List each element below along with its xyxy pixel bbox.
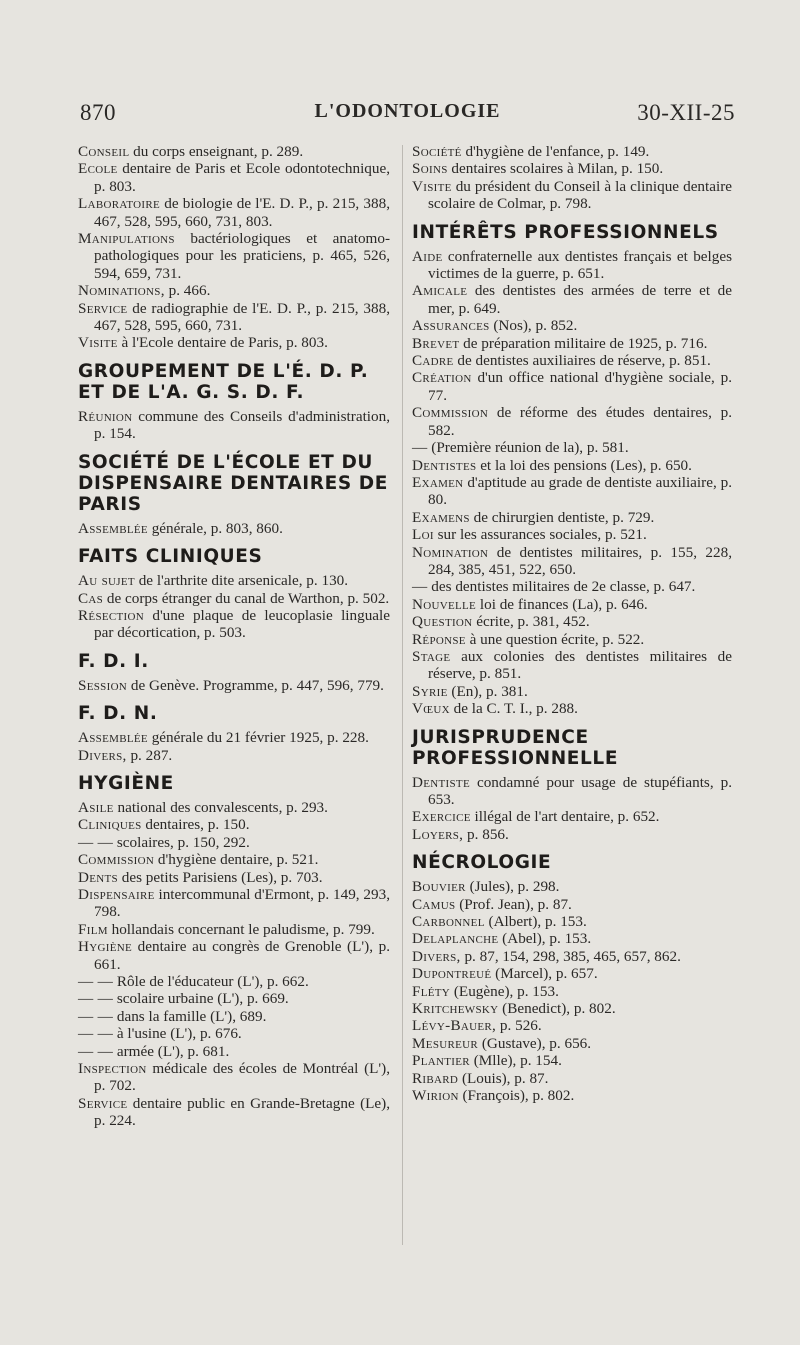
index-entry — [412, 878, 732, 895]
section-heading: SOCIÉTÉ DE L'ÉCOLE ET DU DISPENSAIRE DENTAIRES DE PARIS — [78, 451, 388, 515]
entry-text: à une question écrite, p. 522. — [469, 630, 645, 648]
entry-text: d'une plaque de leucoplasie linguale par décortication, p. 503. — [94, 606, 391, 642]
entry-text: illégal de l'art dentaire, p. 652. — [474, 808, 660, 826]
entry-text: (Mlle), p. 154. — [473, 1052, 562, 1070]
entry-text: d'hygiène dentaire, p. 521. — [157, 851, 319, 869]
entry-keyword: Laboratoire — [78, 195, 161, 213]
entry-keyword: Session — [78, 676, 128, 694]
entry-keyword: Réunion — [78, 407, 133, 425]
entry-keyword: Ecole — [78, 160, 118, 178]
index-entry — [412, 404, 732, 439]
entry-text: (Abel), p. 153. — [502, 930, 592, 948]
entry-text: (Albert), p. 153. — [488, 913, 587, 931]
index-entry — [78, 747, 390, 764]
index-entry — [412, 178, 732, 213]
index-entry — [78, 607, 390, 642]
index-entry — [78, 143, 390, 160]
section-heading: GROUPEMENT DE L'É. D. P. ET DE L'A. G. S. D. F. — [78, 360, 369, 403]
entry-text: écrite, p. 381, 452. — [476, 613, 590, 631]
index-entry — [412, 1000, 732, 1017]
index-entry — [78, 869, 390, 886]
page-number: 870 — [80, 100, 116, 125]
section-heading: INTÉRÊTS PROFESSIONNELS — [412, 221, 719, 243]
entry-text: dentaires scolaires à Milan, p. 150. — [451, 160, 664, 178]
index-entry — [412, 930, 732, 947]
entry-text: bactériologiques et anatomo-pathologiques pour les praticiens, p. 465, 526, 594, 659, 731. — [94, 230, 390, 282]
entry-text: intercommunal d'Ermont, p. 149, 293, 798. — [94, 885, 391, 921]
section-heading: F. D. I. — [78, 650, 149, 672]
entry-keyword: Cliniques — [78, 816, 142, 834]
entry-keyword: — — [412, 439, 428, 457]
entry-text: à l'Ecole dentaire de Paris, p. 803. — [121, 334, 328, 352]
index-entry — [412, 335, 732, 352]
index-entry — [78, 886, 390, 921]
index-entry — [412, 439, 732, 456]
index-entry — [78, 1025, 390, 1042]
entry-text: (Première réunion de la), p. 581. — [431, 439, 629, 457]
entry-keyword: Loi — [412, 526, 434, 544]
index-entry — [78, 990, 390, 1007]
entry-text: de la C. T. I., p. 288. — [453, 700, 578, 718]
entry-keyword: Création — [412, 369, 472, 387]
index-entry — [412, 965, 732, 982]
index-entry — [412, 317, 732, 334]
entry-text: de Genève. Programme, p. 447, 596, 779. — [130, 676, 384, 694]
entry-text: de l'arthrite dite arsenicale, p. 130. — [138, 572, 349, 590]
section-heading: F. D. N. — [78, 703, 158, 725]
index-entry — [412, 474, 732, 509]
entry-keyword: Résection — [78, 606, 144, 624]
index-entry — [78, 590, 390, 607]
index-entry — [412, 248, 732, 283]
entry-text: (Eugène), p. 153. — [453, 982, 559, 1000]
entry-keyword: — — — [78, 1025, 114, 1043]
entry-text: aux colonies des dentistes militaires de réserve, p. 851. — [428, 647, 733, 683]
entry-keyword: Service — [78, 1094, 128, 1112]
entry-text: (Gustave), p. 656. — [481, 1034, 592, 1052]
entry-keyword: Société — [412, 143, 462, 160]
entry-text: (En), p. 381. — [451, 682, 528, 700]
entry-text: scolaires, p. 150, 292. — [116, 833, 250, 851]
entry-text: de dentistes auxiliaires de réserve, p. 851. — [457, 352, 711, 370]
index-entry — [412, 282, 732, 317]
index-entry — [412, 509, 732, 526]
entry-text: générale, p. 803, 860. — [151, 519, 283, 537]
index-entry — [412, 457, 732, 474]
right-column — [412, 143, 732, 1105]
entry-text: dentaire de Paris et Ecole odontotechnique, p. 803. — [94, 160, 391, 195]
entry-keyword: Dispensaire — [78, 885, 155, 903]
entry-keyword: Cas — [78, 589, 104, 607]
index-entry — [78, 572, 390, 589]
column-divider — [402, 145, 403, 1245]
index-entry — [412, 631, 732, 648]
entry-keyword: Commission — [78, 851, 155, 869]
entry-keyword: Asile — [78, 798, 114, 816]
index-entry — [412, 683, 732, 700]
entry-keyword: Conseil — [78, 143, 130, 160]
entry-keyword: Visite — [78, 334, 118, 352]
index-entry — [78, 1095, 390, 1130]
index-entry — [412, 613, 732, 630]
entry-keyword: Carbonnel — [412, 913, 485, 931]
index-entry — [78, 834, 390, 851]
index-entry — [78, 1008, 390, 1025]
index-entry — [412, 369, 732, 404]
index-entry — [412, 578, 732, 595]
entry-text: (Louis), p. 87. — [461, 1069, 549, 1087]
entry-text: et la loi des pensions (Les), p. 650. — [480, 456, 692, 474]
entry-text: médicale des écoles de Montréal (L'), p. 702. — [94, 1060, 390, 1095]
entry-text: confraternelle aux dentistes français et belges victimes de la guerre, p. 651. — [428, 247, 733, 283]
entry-text: des dentistes militaires de 2e classe, p. 647. — [431, 578, 696, 596]
entry-keyword: — — [412, 578, 428, 596]
issue-date: 30-XII-25 — [637, 100, 735, 125]
entry-text: de dentistes militaires, p. 155, 228, 284, 385, 451, 522, 650. — [428, 543, 732, 578]
index-entry — [412, 143, 732, 160]
entry-keyword: Vœux — [412, 700, 450, 718]
section-heading: NÉCROLOGIE — [412, 852, 552, 874]
entry-text: d'aptitude au grade de dentiste auxiliaire, p. 80. — [428, 473, 733, 509]
entry-keyword: Au sujet — [78, 572, 135, 590]
index-entry — [78, 799, 390, 816]
index-entry — [78, 921, 390, 938]
entry-keyword: Film — [78, 920, 108, 938]
entry-keyword: Nouvelle — [412, 595, 477, 613]
journal-title: L'ODONTOLOGIE — [314, 100, 501, 122]
entry-keyword: Réponse — [412, 630, 466, 648]
entry-keyword: Soins — [412, 160, 448, 178]
entry-text: d'un office national d'hygiène sociale, p. 77. — [428, 369, 732, 404]
entry-text: (Prof. Jean), p. 87. — [459, 895, 572, 913]
index-entry — [412, 983, 732, 1000]
entry-text: des petits Parisiens (Les), p. 703. — [121, 868, 323, 886]
index-entry — [78, 160, 390, 195]
entry-text: d'hygiène de l'enfance, p. 149. — [465, 143, 650, 160]
index-entry — [78, 230, 390, 282]
entry-keyword: Lévy-Bauer, — [412, 1017, 497, 1035]
entry-keyword: Stage — [412, 647, 451, 665]
entry-keyword: Assurances — [412, 317, 490, 335]
entry-text: (Marcel), p. 657. — [495, 965, 598, 983]
index-entry — [412, 1087, 732, 1104]
entry-keyword: Assemblée — [78, 519, 148, 537]
entry-keyword: Dentiste — [412, 773, 470, 791]
entry-text: des dentistes des armées de terre et de mer, p. 649. — [428, 282, 733, 317]
entry-keyword: Inspection — [78, 1060, 147, 1078]
entry-keyword: Bouvier — [412, 878, 466, 896]
left-column — [78, 143, 390, 1130]
entry-keyword: Dentistes — [412, 456, 477, 474]
entry-keyword: Delaplanche — [412, 930, 499, 948]
entry-keyword: Examens — [412, 508, 470, 526]
index-entry — [78, 1043, 390, 1060]
index-entry — [412, 1070, 732, 1087]
entry-keyword: Syrie — [412, 682, 448, 700]
index-entry — [78, 195, 390, 230]
running-header — [80, 100, 735, 136]
entry-text: de chirurgien dentiste, p. 729. — [473, 508, 655, 526]
index-entry — [78, 729, 390, 746]
entry-text: loi de finances (La), p. 646. — [479, 595, 648, 613]
entry-text: (Jules), p. 298. — [469, 878, 560, 896]
entry-keyword: Fléty — [412, 982, 451, 1000]
entry-text: dentaires, p. 150. — [145, 816, 250, 834]
entry-text: du corps enseignant, p. 289. — [133, 143, 304, 160]
entry-text: p. 287. — [130, 746, 173, 764]
entry-keyword: Loyers, — [412, 825, 464, 843]
entry-keyword: Kritchewsky — [412, 1000, 499, 1018]
section-heading: JURISPRUDENCE PROFESSIONNELLE — [412, 726, 619, 769]
entry-keyword: Manipulations — [78, 230, 175, 248]
entry-keyword: Exercice — [412, 808, 471, 826]
entry-text: commune des Conseils d'administration, p. 154. — [94, 407, 390, 443]
entry-keyword: Amicale — [412, 282, 468, 300]
index-entry — [78, 973, 390, 990]
index-entry — [412, 896, 732, 913]
entry-keyword: Visite — [412, 177, 452, 195]
section-heading: HYGIÈNE — [78, 772, 174, 794]
entry-keyword: Hygiène — [78, 938, 133, 956]
entry-keyword: Cadre — [412, 352, 454, 370]
index-entry — [412, 1017, 732, 1034]
entry-text: de biologie de l'E. D. P., p. 215, 388, 467, 528, 595, 660, 731, 803. — [94, 195, 390, 230]
entry-keyword: Examen — [412, 473, 464, 491]
entry-keyword: — — — [78, 1007, 114, 1025]
entry-text: (Nos), p. 852. — [493, 317, 578, 335]
entry-text: national des convalescents, p. 293. — [117, 798, 328, 816]
entry-keyword: Mesureur — [412, 1034, 479, 1052]
section-heading: FAITS CLINIQUES — [78, 546, 263, 568]
index-entry — [412, 1052, 732, 1069]
entry-keyword: — — — [78, 973, 114, 990]
entry-text: p. 87, 154, 298, 385, 465, 657, 862. — [464, 947, 681, 965]
entry-keyword: Dents — [78, 868, 118, 886]
entry-text: (François), p. 802. — [462, 1087, 575, 1105]
entry-text: armée (L'), p. 681. — [116, 1042, 230, 1060]
entry-keyword: — — — [78, 1042, 114, 1060]
index-entry — [412, 596, 732, 613]
entry-keyword: — — — [78, 833, 114, 851]
entry-keyword: Divers, — [78, 746, 127, 764]
index-entry — [78, 851, 390, 868]
entry-keyword: Camus — [412, 895, 456, 913]
index-entry — [78, 282, 390, 299]
index-entry — [412, 808, 732, 825]
entry-keyword: Wirion — [412, 1087, 459, 1105]
entry-keyword: Nomination — [412, 543, 489, 561]
entry-keyword: Service — [78, 299, 128, 317]
entry-keyword: Ribard — [412, 1069, 459, 1087]
index-entry — [412, 1035, 732, 1052]
entry-text: p. 526. — [499, 1017, 542, 1035]
entry-keyword: Brevet — [412, 334, 460, 352]
entry-keyword: — — — [78, 990, 114, 1008]
entry-text: (Benedict), p. 802. — [502, 1000, 616, 1018]
entry-text: condamné pour usage de stupéfiants, p. 653. — [428, 773, 733, 808]
index-entry — [78, 300, 390, 335]
entry-text: hollandais concernant le paludisme, p. 799. — [111, 920, 375, 938]
entry-keyword: Commission — [412, 404, 489, 422]
entry-text: scolaire urbaine (L'), p. 669. — [116, 990, 289, 1008]
entry-keyword: Divers, — [412, 947, 461, 965]
index-entry — [412, 544, 732, 579]
entry-text: à l'usine (L'), p. 676. — [116, 1025, 242, 1043]
entry-text: p. 466. — [168, 282, 211, 300]
entry-keyword: Question — [412, 613, 473, 631]
index-entry — [78, 938, 390, 973]
entry-keyword: Nominations, — [78, 282, 165, 300]
index-entry — [412, 774, 732, 809]
entry-text: dans la famille (L'), 689. — [116, 1007, 267, 1025]
entry-text: du président du Conseil à la clinique dentaire scolaire de Colmar, p. 798. — [428, 177, 733, 213]
entry-keyword: Plantier — [412, 1052, 470, 1070]
index-entry — [78, 334, 390, 351]
entry-text: dentaire public en Grande-Bretagne (Le), p. 224. — [94, 1094, 391, 1130]
entry-text: dentaire au congrès de Grenoble (L'), p. 661. — [94, 938, 390, 973]
index-entry — [78, 677, 390, 694]
index-entry — [412, 826, 732, 843]
entry-text: Rôle de l'éducateur (L'), p. 662. — [116, 973, 309, 990]
index-entry — [412, 913, 732, 930]
entry-text: de corps étranger du canal de Warthon, p. 502. — [106, 589, 390, 607]
index-entry — [78, 816, 390, 833]
index-entry — [412, 526, 732, 543]
entry-text: sur les assurances sociales, p. 521. — [437, 526, 647, 544]
index-entry — [412, 948, 732, 965]
index-entry — [78, 520, 390, 537]
entry-text: de préparation militaire de 1925, p. 716. — [463, 334, 708, 352]
index-entry — [78, 1060, 390, 1095]
index-entry — [412, 160, 732, 177]
entry-text: générale du 21 février 1925, p. 228. — [151, 729, 369, 747]
entry-text: de radiographie de l'E. D. P., p. 215, 388, 467, 528, 595, 660, 731. — [94, 299, 390, 335]
index-entry — [78, 408, 390, 443]
entry-keyword: Aide — [412, 247, 443, 265]
entry-keyword: Dupontreué — [412, 965, 492, 983]
index-entry — [412, 648, 732, 683]
index-entry — [412, 352, 732, 369]
entry-text: de réforme des études dentaires, p. 582. — [428, 404, 733, 439]
entry-keyword: Assemblée — [78, 729, 148, 747]
entry-text: p. 856. — [467, 825, 509, 843]
index-entry — [412, 700, 732, 717]
